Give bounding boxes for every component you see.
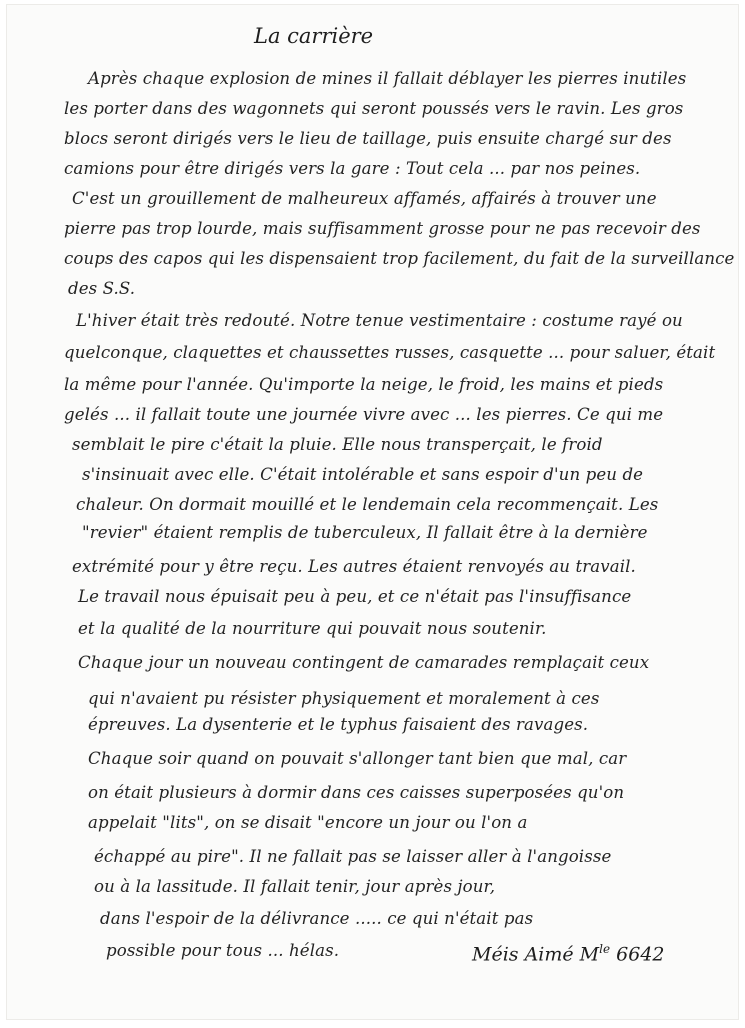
text-line: extrémité pour y être reçu. Les autres étaient renvoyés au travail.: [72, 557, 636, 576]
text-line: épreuves. La dysenterie et le typhus faisaient des ravages.: [88, 715, 589, 734]
text-line: la même pour l'année. Qu'importe la neige, le froid, les mains et pieds: [64, 375, 664, 394]
text-line: gelés ... il fallait toute une journée vivre avec ... les pierres. Ce qui me: [64, 405, 664, 424]
prisoner-number: 6642: [616, 943, 665, 966]
text-line: qui n'avaient pu résister physiquement et moralement à ces: [88, 689, 600, 708]
text-line: échappé au pire". Il ne fallait pas se laisser aller à l'angoisse: [94, 847, 612, 866]
text-line: Après chaque explosion de mines il fallait déblayer les pierres inutiles: [88, 69, 687, 88]
text-line: chaleur. On dormait mouillé et le lendemain cela recommençait. Les: [76, 495, 659, 514]
handwritten-page: [6, 4, 739, 1020]
signature: [472, 942, 665, 965]
text-line: Chaque jour un nouveau contingent de camarades remplaçait ceux: [78, 653, 650, 672]
text-line: des S.S.: [68, 279, 136, 298]
handwritten-body: [6, 4, 745, 1028]
text-line: on était plusieurs à dormir dans ces caisses superposées qu'on: [88, 783, 625, 802]
text-line: semblait le pire c'était la pluie. Elle nous transperçait, le froid: [72, 435, 603, 454]
text-line: C'est un grouillement de malheureux affamés, affairés à trouver une: [72, 189, 657, 208]
signature-name: Méis Aimé: [472, 943, 574, 966]
text-line: quelconque, claquettes et chaussettes russes, casquette ... pour saluer, était: [64, 343, 716, 362]
text-line: blocs seront dirigés vers le lieu de taillage, puis ensuite chargé sur des: [64, 129, 672, 148]
text-line: Chaque soir quand on pouvait s'allonger tant bien que mal, car: [88, 749, 627, 768]
text-line: L'hiver était très redouté. Notre tenue vestimentaire : costume rayé ou: [76, 311, 683, 330]
text-line: "revier" étaient remplis de tuberculeux, Il fallait être à la dernière: [82, 523, 648, 542]
text-line: appelait "lits", on se disait "encore un jour ou l'on a: [88, 813, 528, 832]
prisoner-number-label-sup: le: [599, 942, 611, 956]
text-line: camions pour être dirigés vers la gare : Tout cela ... par nos peines.: [64, 159, 641, 178]
prisoner-number-label: M: [579, 943, 600, 966]
text-line: ou à la lassitude. Il fallait tenir, jour après jour,: [94, 877, 496, 896]
text-line: possible pour tous ... hélas.: [106, 941, 340, 960]
text-line: dans l'espoir de la délivrance ..... ce qui n'était pas: [100, 909, 534, 928]
text-line: et la qualité de la nourriture qui pouvait nous soutenir.: [78, 619, 547, 638]
text-line: pierre pas trop lourde, mais suffisamment grosse pour ne pas recevoir des: [64, 219, 701, 238]
text-line: s'insinuait avec elle. C'était intolérable et sans espoir d'un peu de: [82, 465, 644, 484]
text-line: coups des capos qui les dispensaient trop facilement, du fait de la surveillance: [64, 249, 735, 268]
text-line: Le travail nous épuisait peu à peu, et ce n'était pas l'insuffisance: [78, 587, 632, 606]
text-line: les porter dans des wagonnets qui seront poussés vers le ravin. Les gros: [64, 99, 684, 118]
page-title: La carrière: [254, 24, 374, 48]
